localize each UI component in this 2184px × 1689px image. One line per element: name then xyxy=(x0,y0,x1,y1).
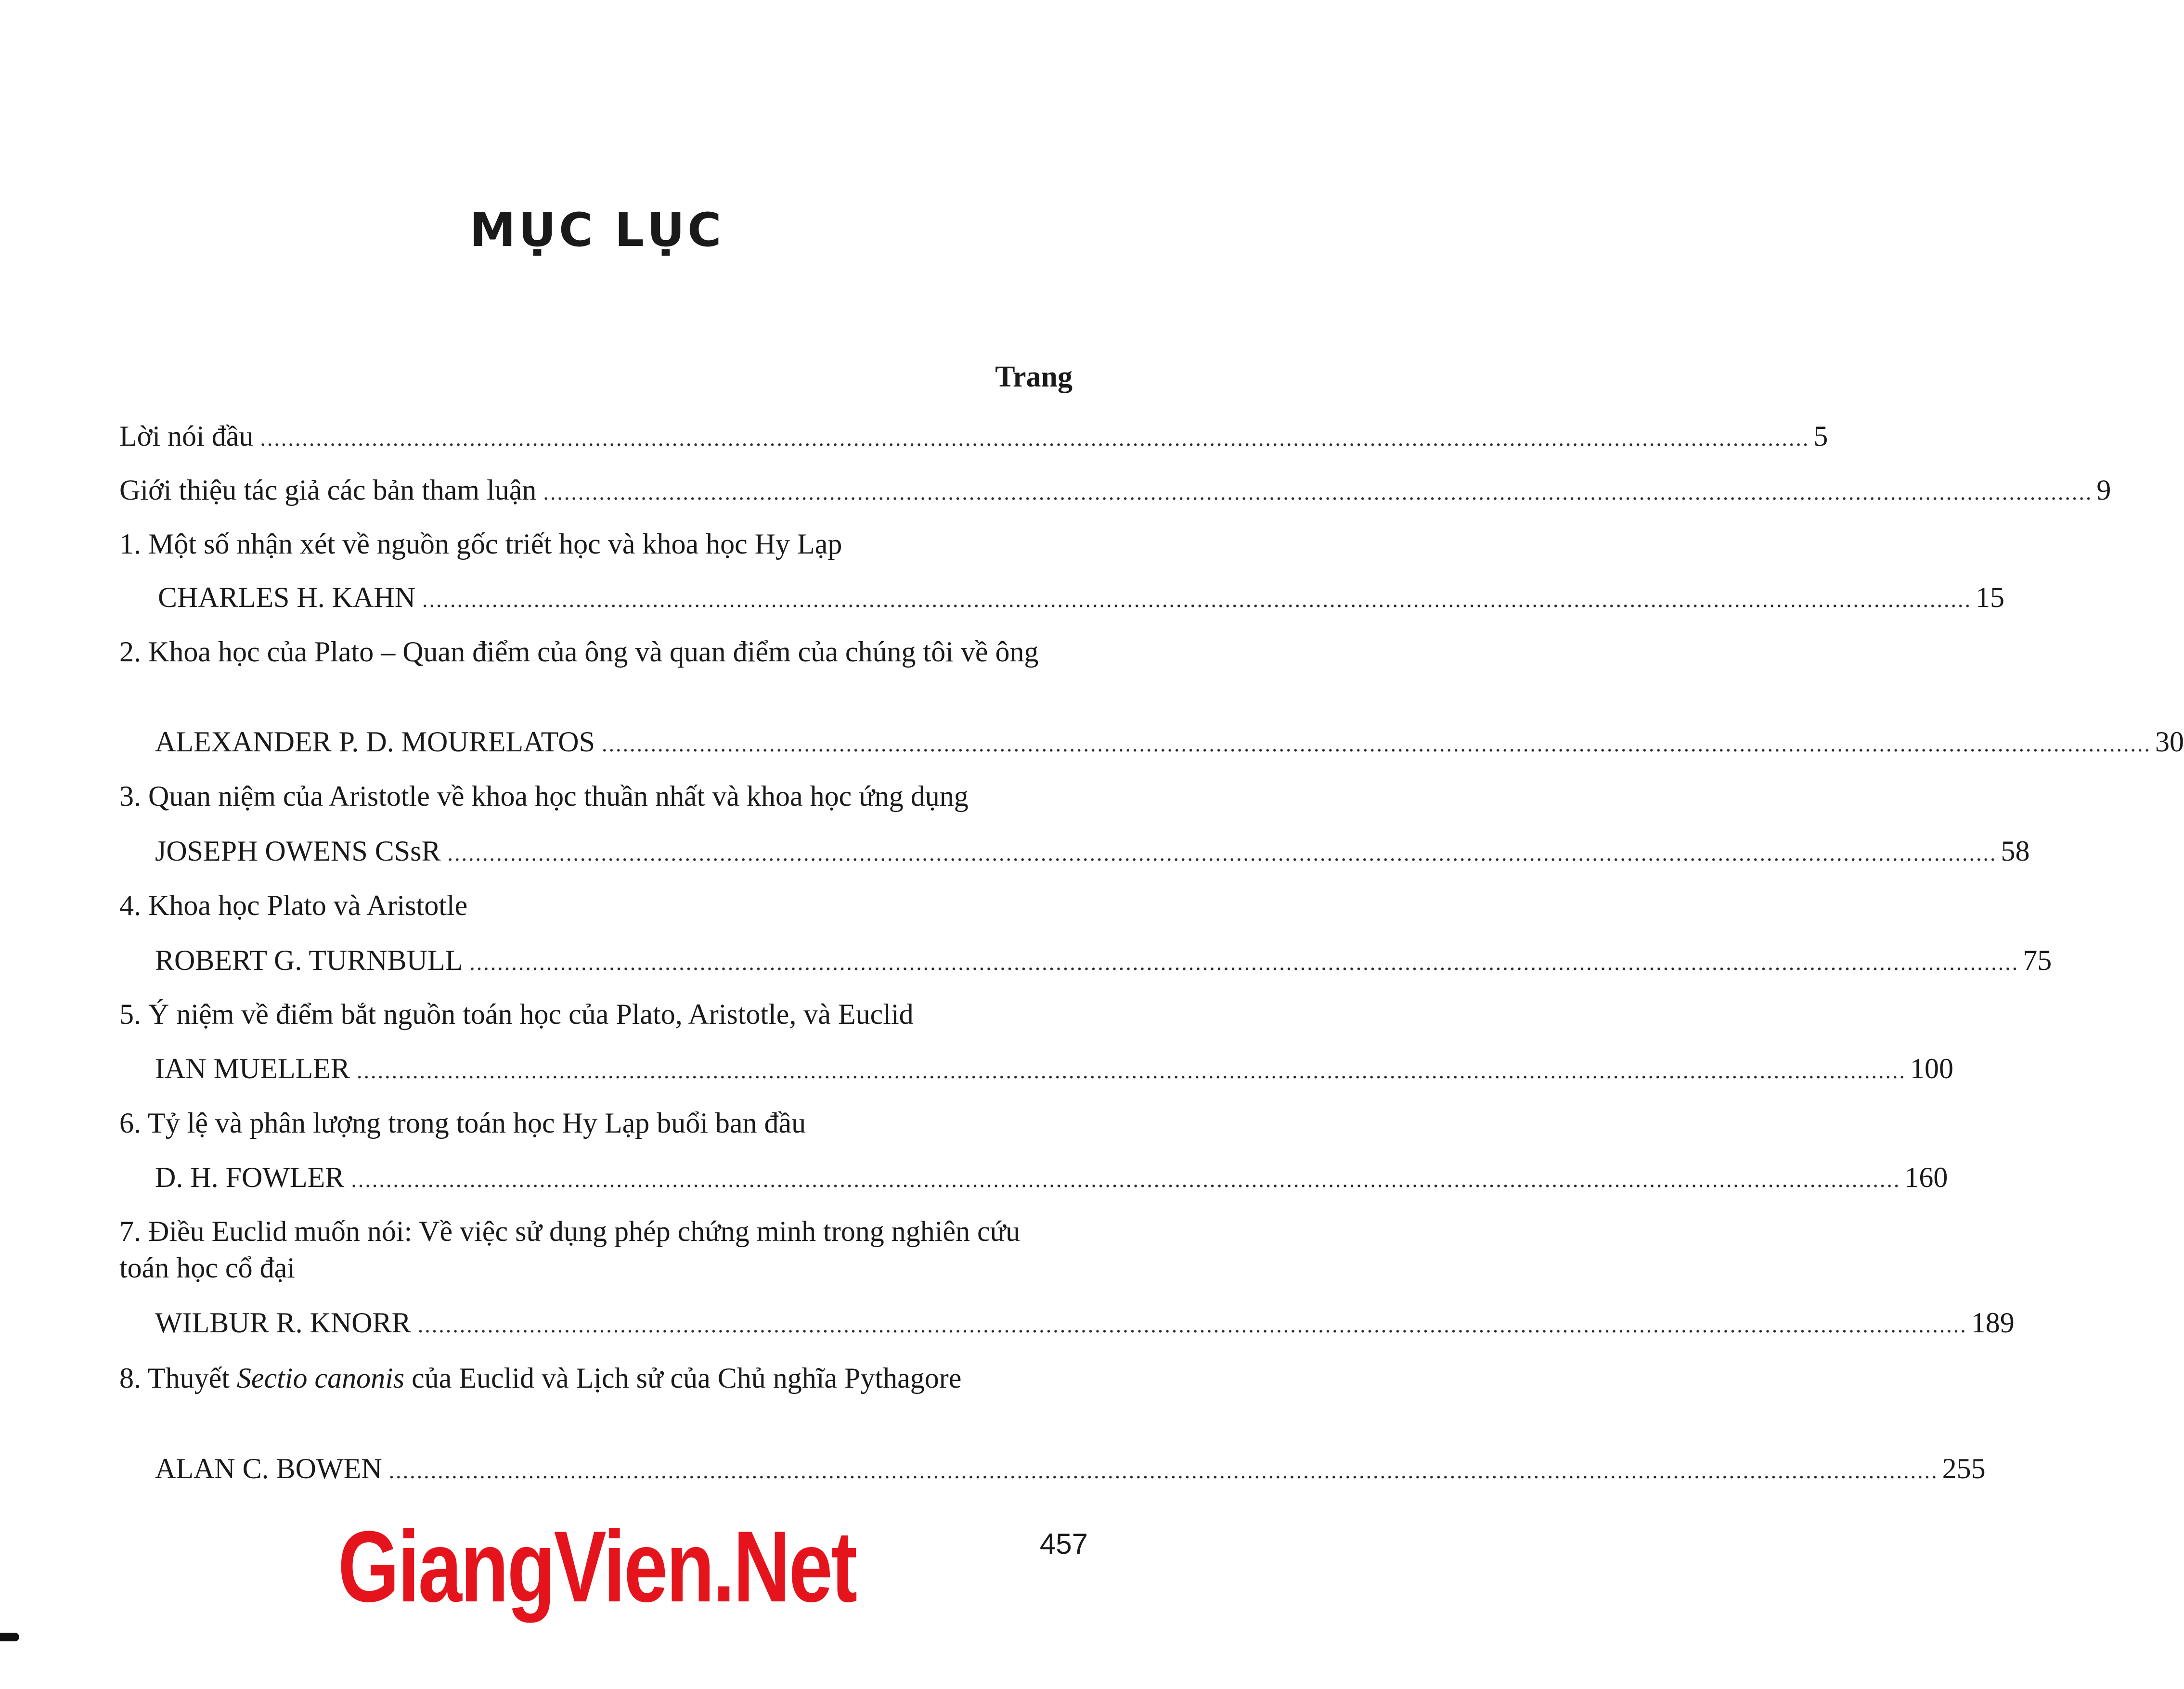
dot-leader: .............................................................................................................................................................................................................................. xyxy=(417,1313,1967,1337)
toc-entry-page: 30 xyxy=(2155,726,2184,758)
toc-entry-page: 100 xyxy=(1910,1053,1953,1084)
toc-entry-preface[interactable] xyxy=(119,418,1828,457)
toc-entry-5-title[interactable]: 5. Ý niệm về điểm bắt nguồn toán học của Plato, Aristotle, và Euclid xyxy=(119,998,914,1030)
toc-entry-page: 9 xyxy=(2096,474,2111,506)
toc-entry-author: IAN MUELLER xyxy=(155,1053,350,1084)
toc-entry-1-author-row[interactable] xyxy=(158,579,2005,618)
dot-leader: .............................................................................................................................................................................................................................. xyxy=(543,480,2093,504)
toc-entry-title-prefix: 8. Thuyết xyxy=(119,1362,237,1394)
toc-entry-5-author-row[interactable] xyxy=(155,1050,1953,1089)
toc-entry-3-title[interactable]: 3. Quan niệm của Aristotle về khoa học thuần nhất và khoa học ứng dụng xyxy=(119,780,969,812)
toc-entry-author: ALAN C. BOWEN xyxy=(155,1453,382,1484)
toc-entry-introduction[interactable] xyxy=(119,472,2111,511)
toc-entry-4-title[interactable]: 4. Khoa học Plato và Aristotle xyxy=(119,890,468,921)
watermark-logo: GiangVien.Net xyxy=(338,1510,856,1623)
page-column-label: Trang xyxy=(995,361,1073,393)
toc-entry-page: 189 xyxy=(1971,1307,2015,1339)
toc-entry-2-author-row[interactable] xyxy=(155,723,2184,762)
dot-leader: .............................................................................................................................................................................................................................. xyxy=(447,841,1997,865)
toc-entry-8-title[interactable] xyxy=(119,1360,986,1396)
dot-leader: .............................................................................................................................................................................................................................. xyxy=(260,426,1810,451)
toc-entry-author: D. H. FOWLER xyxy=(155,1161,345,1193)
page-title: MỤC LỤC xyxy=(469,203,724,257)
dot-leader: .............................................................................................................................................................................................................................. xyxy=(388,1458,1938,1483)
toc-entry-7-title[interactable]: 7. Điều Euclid muốn nói: Về việc sử dụng phép chứng minh trong nghiên cứu toán học cổ đại xyxy=(119,1215,1021,1284)
toc-entry-page: 75 xyxy=(2023,944,2052,976)
dot-leader: .............................................................................................................................................................................................................................. xyxy=(351,1167,1901,1192)
scan-edge-mark xyxy=(0,1633,19,1641)
dot-leader: .............................................................................................................................................................................................................................. xyxy=(469,950,2019,975)
toc-entry-author: CHARLES H. KAHN xyxy=(158,581,416,613)
page-number: 457 xyxy=(1039,1528,1088,1560)
toc-entry-3-author-row[interactable] xyxy=(155,833,2030,872)
toc-entry-author: WILBUR R. KNORR xyxy=(155,1307,411,1339)
toc-entry-title: Giới thiệu tác giả các bản tham luận xyxy=(119,474,537,506)
toc-entry-4-author-row[interactable] xyxy=(155,942,2052,981)
dot-leader: .............................................................................................................................................................................................................................. xyxy=(422,587,1972,612)
toc-entry-1-title[interactable]: 1. Một số nhận xét về nguồn gốc triết học và khoa học Hy Lạp xyxy=(119,528,842,560)
toc-entry-author: JOSEPH OWENS CSsR xyxy=(155,835,441,867)
dot-leader: .............................................................................................................................................................................................................................. xyxy=(356,1058,1906,1083)
toc-entry-title: Lời nói đầu xyxy=(119,420,254,452)
toc-entry-6-title[interactable]: 6. Tỷ lệ và phân lượng trong toán học Hy Lạp buổi ban đầu xyxy=(119,1107,806,1139)
toc-entry-page: 255 xyxy=(1942,1453,1986,1484)
toc-entry-author: ALEXANDER P. D. MOURELATOS xyxy=(155,726,595,758)
toc-entry-6-author-row[interactable] xyxy=(155,1159,1948,1198)
toc-entry-7-author-row[interactable] xyxy=(155,1304,2015,1343)
toc-entry-title-italic: Sectio canonis xyxy=(236,1362,405,1394)
toc-entry-title-suffix: của Euclid và Lịch sử của Chủ nghĩa Pythagore xyxy=(404,1362,962,1394)
toc-entry-author: ROBERT G. TURNBULL xyxy=(155,944,463,976)
toc-entry-page: 58 xyxy=(2001,835,2030,867)
toc-entry-page: 5 xyxy=(1813,420,1828,452)
toc-entry-page: 160 xyxy=(1904,1161,1948,1193)
toc-entry-page: 15 xyxy=(1976,581,2005,613)
toc-entry-8-author-row[interactable] xyxy=(155,1450,1986,1489)
dot-leader: .............................................................................................................................................................................................................................. xyxy=(601,732,2151,756)
toc-entry-2-title[interactable]: 2. Khoa học của Plato – Quan điểm của ông và quan điểm của chúng tôi về ông xyxy=(119,636,1039,668)
